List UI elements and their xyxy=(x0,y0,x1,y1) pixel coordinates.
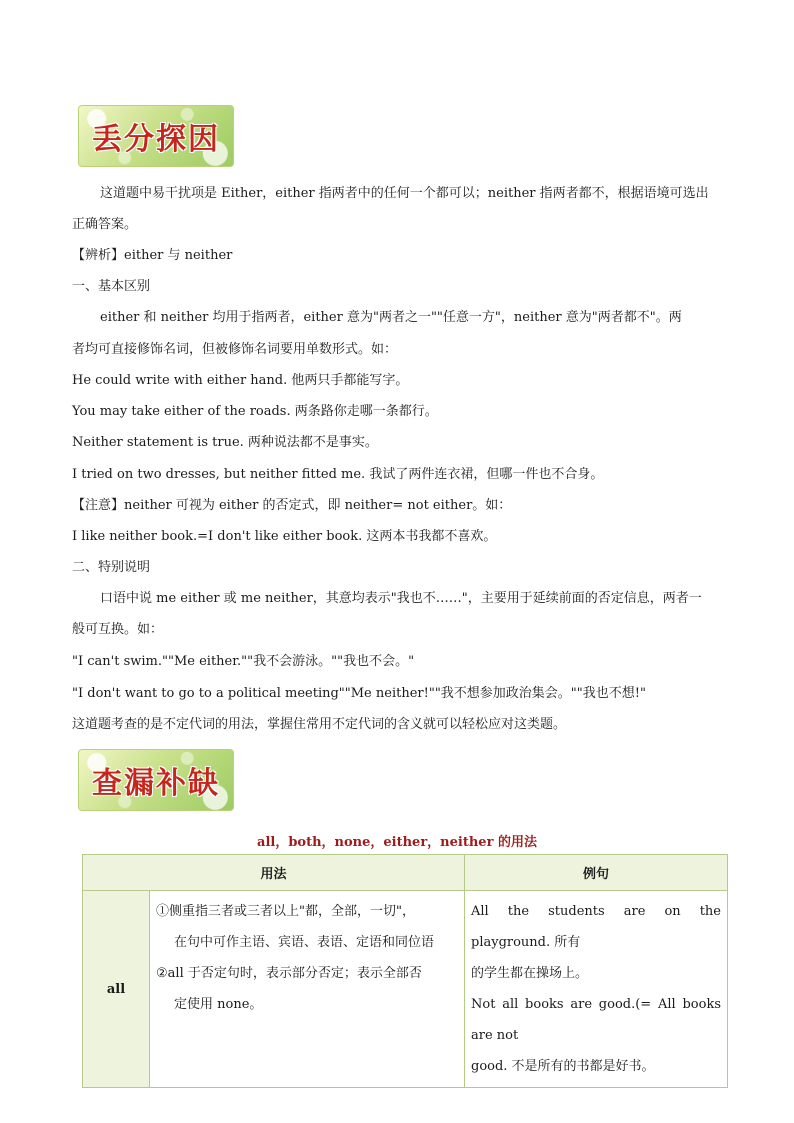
example-line: 的学生都在操场上。 xyxy=(471,966,589,981)
dialog-example-2: "I don't want to go to a political meeting""Me neither!""我不想参加政治集会。""我也不想!" xyxy=(72,686,646,701)
example-sentence: He could write with either hand. 他两只手都能写字。 xyxy=(72,373,409,388)
section2-heading: 二、特别说明 xyxy=(72,560,151,575)
section2-line-2: 般可互换。如： xyxy=(72,622,164,637)
note-example: I like neither book.=I don't like either book. 这两本书我都不喜欢。 xyxy=(72,529,497,544)
note-line: 【注意】neither 可视为 either 的否定式，即 neither= not either。如： xyxy=(72,498,512,513)
usage-table xyxy=(82,854,728,1088)
example-line: good. 不是所有的书都是好书。 xyxy=(471,1059,655,1074)
example-line: All the students are on the playground. 所有 xyxy=(471,904,721,950)
conclusion-line: 这道题考查的是不定代词的用法，掌握住常用不定代词的含义就可以轻松应对这类题。 xyxy=(72,717,567,732)
example-line: Not all books are good.(= All books are not xyxy=(471,997,721,1043)
usage-line: 定使用 none。 xyxy=(174,997,263,1012)
usage-line: ①侧重指三者或三者以上"都，全部，一切"， xyxy=(156,904,415,919)
table-title: all，both，none，either，neither 的用法 xyxy=(257,835,537,850)
banner-title: 丢分探因 xyxy=(92,122,220,157)
intro-line-1: 这道题中易干扰项是 Either，either 指两者中的任何一个都可以；neither 指两者都不，根据语境可选出 xyxy=(100,186,709,201)
header-example: 例句 xyxy=(465,855,728,891)
section1-line-1: either 和 neither 均用于指两者，either 意为"两者之一""任意一方"，neither 意为"两者都不"。两 xyxy=(100,310,682,325)
usage-line: 在句中可作主语、宾语、表语、定语和同位语 xyxy=(174,935,435,950)
section-banner-fill-gaps xyxy=(78,749,234,811)
table-row xyxy=(83,891,728,1088)
example-cell xyxy=(465,891,728,1088)
banner-title: 查漏补缺 xyxy=(92,766,220,801)
example-sentence: I tried on two dresses, but neither fitted me. 我试了两件连衣裙，但哪一件也不合身。 xyxy=(72,467,604,482)
dialog-example-1: "I can't swim.""Me either.""我不会游泳。""我也不会。" xyxy=(72,654,415,669)
discrimination-heading: 【辨析】either 与 neither xyxy=(72,248,233,263)
section1-heading: 一、基本区别 xyxy=(72,279,151,294)
section2-line-1: 口语中说 me either 或 me neither，其意均表示"我也不……"，主要用于延续前面的否定信息，两者一 xyxy=(100,591,702,606)
usage-cell xyxy=(150,891,465,1088)
section1-line-2: 者均可直接修饰名词，但被修饰名词要用单数形式。如： xyxy=(72,342,398,357)
usage-line: ②all 于否定句时，表示部分否定；表示全部否 xyxy=(156,966,422,981)
word-cell: all xyxy=(83,891,150,1088)
example-sentence: Neither statement is true. 两种说法都不是事实。 xyxy=(72,435,378,450)
section-banner-lost-points xyxy=(78,105,234,167)
header-usage: 用法 xyxy=(83,855,465,891)
example-sentence: You may take either of the roads. 两条路你走哪一条都行。 xyxy=(72,404,438,419)
table-header-row xyxy=(83,855,728,891)
intro-line-2: 正确答案。 xyxy=(72,217,138,232)
